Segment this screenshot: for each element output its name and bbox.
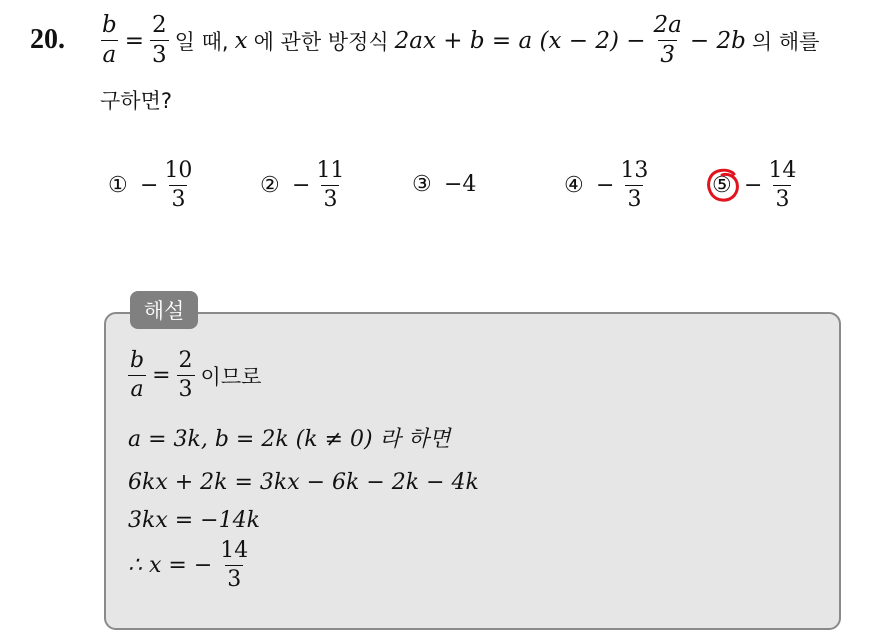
equation-right: − 2b — [689, 27, 746, 54]
choice-3-value: −4 — [444, 172, 477, 197]
choice-3-symbol: ③ — [412, 172, 432, 197]
question-text-c: 의 해를 — [751, 29, 820, 54]
solution-answer-fraction: $\frac{14}{3}$ — [220, 538, 249, 592]
solution-line-1 — [128, 350, 261, 401]
equation-left: 2ax + b = a (x − 2) − — [394, 27, 646, 54]
choice-2[interactable] — [260, 160, 346, 211]
choice-2-fraction: $\frac{11}{3}$ — [316, 158, 345, 212]
choice-1[interactable] — [108, 160, 194, 211]
answer-circle-mark-icon — [704, 166, 742, 204]
choice-2-sign: − — [292, 173, 311, 198]
question-line-1 — [100, 14, 819, 67]
solution-line-2: a = 3k, b = 2k (k ≠ 0) 라 하면 — [128, 427, 451, 452]
equals-sign: = — [124, 27, 145, 54]
variable-x: x — [234, 27, 248, 54]
question-text-b: 에 관한 방정식 — [253, 29, 389, 54]
choice-1-sign: − — [140, 173, 159, 198]
solution-equals: = — [152, 363, 171, 388]
choice-2-symbol: ② — [260, 173, 280, 198]
solution-therefore: ∴ x = − — [128, 553, 213, 578]
solution-text-imeuro: 이므로 — [200, 364, 262, 389]
choice-3[interactable] — [412, 172, 476, 197]
choice-5-sign: − — [744, 173, 763, 198]
question-number: 20. — [30, 24, 65, 55]
solution-line-3: 6kx + 2k = 3kx − 6k − 2k − 4k — [128, 470, 479, 495]
choice-5-fraction: $\frac{14}{3}$ — [768, 158, 797, 212]
solution-fraction-ba: $\frac{b}{a}$ — [130, 348, 145, 402]
solution-tag: 해설 — [130, 291, 198, 329]
solution-line-5 — [128, 540, 250, 591]
question-line-2: 구하면? — [100, 89, 173, 113]
choice-5-symbol: ⑤ — [712, 173, 732, 198]
solution-line-4: 3kx = −14k — [128, 508, 260, 533]
choice-4-fraction: $\frac{13}{3}$ — [620, 158, 649, 212]
equation-fraction: $\frac{2a}{3}$ — [653, 12, 682, 68]
question-text-a: 일 때, — [174, 29, 229, 54]
condition-ratio-fraction: $\frac{2}{3}$ — [152, 12, 167, 68]
choice-4[interactable] — [564, 160, 650, 211]
choice-1-fraction: $\frac{10}{3}$ — [164, 158, 193, 212]
choice-4-symbol: ④ — [564, 173, 584, 198]
choice-4-sign: − — [596, 173, 615, 198]
choice-1-symbol: ① — [108, 173, 128, 198]
solution-fraction-23: $\frac{2}{3}$ — [178, 348, 193, 402]
condition-fraction: $\frac{b}{a}$ — [102, 12, 117, 68]
